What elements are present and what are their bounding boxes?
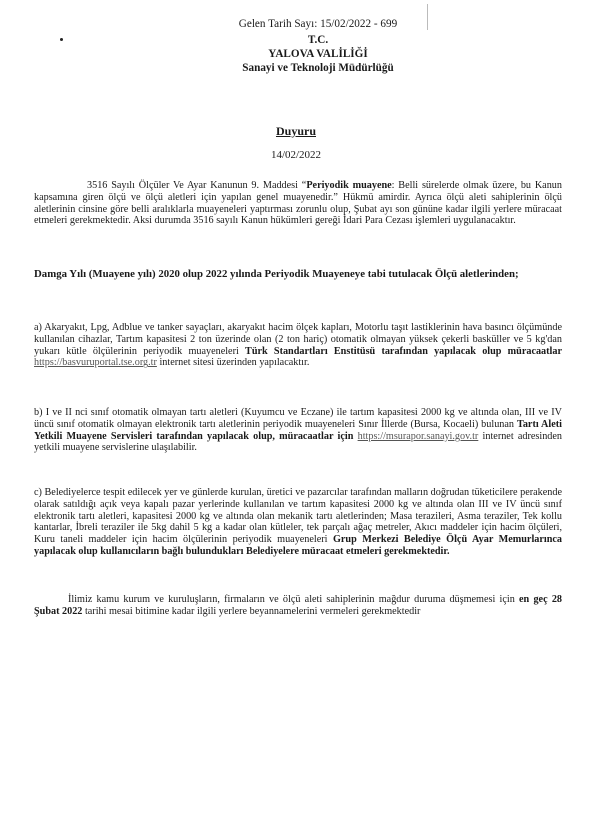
item-b-text: b) I ve II nci sınıf otomatik olmayan tartı aletleri (Kuyumcu ve Eczane) ile tartım kapasitesi 2000 kg ve altında olan, III ve IV üncü sınıf otomatik olmayan elektronik tartı aletlerinin periyodik muayeneleri Sınır İllerde (Bursa, Kocaeli) bulunan: [34, 407, 562, 430]
deadline-bold: en geç 28 Şubat 2022: [34, 594, 563, 617]
header-directorate: Sanayi ve Teknoloji Müdürlüğü: [242, 62, 394, 74]
receipt-stamp: Gelen Tarih Sayı: 15/02/2022 - 699: [238, 18, 398, 30]
intro-bold: Periyodik muayene: [306, 180, 392, 191]
item-a-paragraph: [34, 322, 562, 369]
intro-text-c: : Belli sürelerde olmak üzere, bu Kanun kapsamına giren ölçü ve ölçü aletleri için yapılan genel muayenedir.” Hükmü amirdir. Ayrıca ölçü aleti sahiplerinin ölçü aletlerinin cinsine göre belli aralıklarla muayeneleri yaptırması zorunlu olup, Şubat ayı son gününe kadar ilgili yerlere müracaat etmeleri gerekmektedir. Aksi durumda 3516 sayılı Kanun hükümleri gereği İdari Para Cezası işlemleri uygulanacaktır.: [34, 180, 562, 227]
item-a-bold: Türk Standartları Enstitüsü tarafından yapılacak olup müracaatlar: [245, 345, 562, 357]
item-c-text: c) Belediyelerce tespit edilecek yer ve günlerde kurulan, üretici ve pazarcılar tarafından malların doğrudan tüketicilere perakende olarak satıldığı açık veya kapalı pazar yerlerinde kullanılan ve tartım kapasitesi 2000 kg ve altında olan III ve IV üncü sınıf elektronik tartı aletleri, kapasitesi 2000 kg ve altında olan mekanik tartı aletlerinden; Masa terazileri, Asma teraziler, Tek kollu kantarlar, İbreli teraziler ile 5kg dahil 5 kg a kadar olan kütleler, tek parçalı ağaç metreler, Akıcı maddeler için hacim ölçüleri, Kuru taneli maddeler için hacim ölçülerinin periyodik muayeneleri: [34, 487, 562, 546]
intro-paragraph: [34, 180, 562, 227]
item-a-text-end: internet sitesi üzerinden yapılacaktır.: [156, 357, 310, 369]
item-b-text-end: internet adresinden yetkili muayene servislerine ulaşılabilir.: [34, 430, 562, 454]
closing-text-c: tarihi mesai bitimine kadar ilgili yerlere beyannamelerini vermeleri gerekmektedir: [82, 605, 421, 617]
tse-portal-link[interactable]: https://basvuruportal.tse.org.tr: [34, 357, 157, 369]
document-date: 14/02/2022: [270, 149, 322, 161]
intro-text-a: 3516 Sayılı Ölçüler Ve Ayar Kanunun 9. Maddesi “: [87, 180, 307, 191]
item-c-bold: Grup Merkezi Belediye Ölçü Ayar Memurlarınca yapılacak olup kullanıcıların bağlı bulundukları Belediyelere müracaat etmeleri gerekmektedir.: [34, 534, 562, 557]
item-c-paragraph: [34, 487, 562, 558]
scan-margin-line: [427, 4, 428, 30]
closing-paragraph: [34, 594, 562, 618]
header-governorship: YALOVA VALİLİĞİ: [268, 48, 368, 60]
item-a-text: a) Akaryakıt, Lpg, Adblue ve tanker sayaçları, akaryakıt hacim ölçek kapları, Motorlu taşıt lastiklerinin hava basıncı ölçümünde kullanılan cihazlar, Tartım kapasitesi 2 ton üzerinde olan (2 ton hariç) otomatik olmayan yüksek çekerli basküller ve 5 kg'dan yukarı kütle ölçülerinin periyodik muayeneleri: [34, 322, 562, 357]
msu-report-link[interactable]: https://msurapor.sanayi.gov.tr: [357, 430, 479, 442]
closing-text-a: İlimiz kamu kurum ve kuruluşların, firmaların ve ölçü aleti sahiplerinin mağdur duruma düşmemesi için: [68, 594, 520, 605]
item-b-paragraph: [34, 407, 562, 454]
page-title: Duyuru: [275, 124, 316, 138]
header-tc: T.C.: [307, 34, 329, 46]
item-b-bold: Tartı Aleti Yetkili Muayene Servisleri tarafından yapılacak olup, müracaatlar için: [34, 418, 562, 442]
section-heading: Damga Yılı (Muayene yılı) 2020 olup 2022 yılında Periyodik Muayeneye tabi tutulacak Ölçü aletlerinden;: [34, 268, 519, 280]
scan-speck: [60, 38, 63, 41]
